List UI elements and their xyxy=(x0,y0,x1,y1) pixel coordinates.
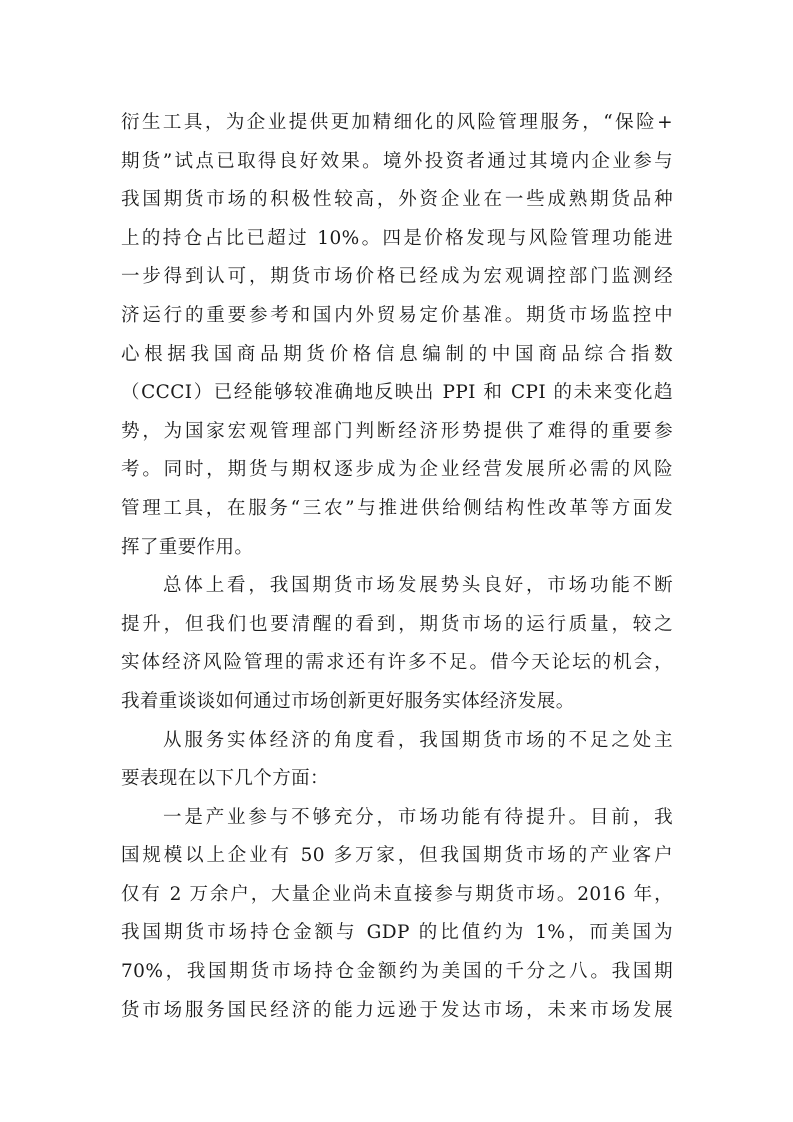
text-line: 我着重谈谈如何通过市场创新更好服务实体经济发展。 xyxy=(121,690,575,712)
text-line: 心根据我国商品期货价格信息编制的中国商品综合指数 xyxy=(121,343,673,365)
text-line: 管理工具，在服务“三农”与推进供给侧结构性改革等方面发 xyxy=(121,497,673,519)
text-line: 势，为国家宏观管理部门判断经济形势提供了难得的重要参 xyxy=(121,420,673,442)
text-line: 期货”试点已取得良好效果。境外投资者通过其境内企业参与 xyxy=(121,150,673,172)
text-line: 我国期货市场持仓金额与 GDP 的比值约为 1%，而美国为 xyxy=(121,922,673,944)
text-line: 70%，我国期货市场持仓金额约为美国的千分之八。我国期 xyxy=(121,961,673,983)
text-line: 挥了重要作用。 xyxy=(121,536,254,558)
text-line: 仅有 2 万余户，大量企业尚未直接参与期货市场。2016 年， xyxy=(121,883,673,905)
text-line: 衍生工具，为企业提供更加精细化的风险管理服务，“保险+ xyxy=(121,112,673,133)
text-line: 货市场服务国民经济的能力远逊于发达市场，未来市场发展 xyxy=(121,999,673,1021)
text-line: 上的持仓占比已超过 10%。四是价格发现与风险管理功能进 xyxy=(121,227,673,249)
text-line: 国规模以上企业有 50 多万家，但我国期货市场的产业客户 xyxy=(121,845,673,867)
text-line: 一步得到认可，期货市场价格已经成为宏观调控部门监测经 xyxy=(121,266,673,288)
paragraph-first-line: 一是产业参与不够充分，市场功能有待提升。目前，我 xyxy=(163,806,673,828)
paragraph-first-line: 从服务实体经济的角度看，我国期货市场的不足之处主 xyxy=(163,729,673,751)
text-line: 提升，但我们也要清醒的看到，期货市场的运行质量，较之 xyxy=(121,613,673,635)
text-line: 要表现在以下几个方面： xyxy=(121,768,329,790)
paragraph-first-line: 总体上看，我国期货市场发展势头良好，市场功能不断 xyxy=(163,575,673,597)
body-text xyxy=(121,104,673,1030)
text-line: 考。同时，期货与期权逐步成为企业经营发展所必需的风险 xyxy=(121,459,673,481)
text-line: （CCCI）已经能够较准确地反映出 PPI 和 CPI 的未来变化趋 xyxy=(121,382,673,404)
text-line: 济运行的重要参考和国内外贸易定价基准。期货市场监控中 xyxy=(121,304,673,326)
text-line: 我国期货市场的积极性较高，外资企业在一些成熟期货品种 xyxy=(121,189,673,211)
text-line: 实体经济风险管理的需求还有许多不足。借今天论坛的机会， xyxy=(121,652,673,674)
